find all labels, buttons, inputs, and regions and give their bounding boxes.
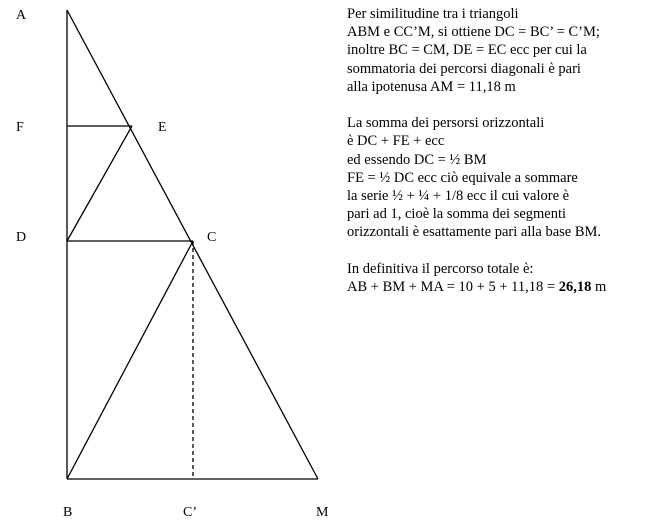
text-line: orizzontali è esattamente pari alla base BM. xyxy=(347,224,602,241)
text-line: Per similitudine tra i triangoli xyxy=(347,6,519,22)
text-line: ABM e CC’M, si ottiene DC = BC’ = C’M; xyxy=(347,24,600,41)
text-line: la serie ½ + ¼ + 1/8 ecc il cui valore è xyxy=(347,188,570,205)
text-line: è DC + FE + ecc xyxy=(347,133,445,150)
horizontal-sum-paragraph xyxy=(347,114,652,241)
label-D: D xyxy=(16,230,27,245)
label-C-prime: C’ xyxy=(183,505,197,520)
label-M: M xyxy=(316,505,329,520)
conclusion-paragraph xyxy=(347,260,652,296)
label-E: E xyxy=(158,120,167,135)
text-line: La somma dei persorsi orizzontali xyxy=(347,115,545,132)
text-line: FE = ½ DC ecc ciò equivale a sommare xyxy=(347,169,578,186)
label-C: C xyxy=(207,230,217,245)
label-F: F xyxy=(16,120,24,135)
text-line: ed essendo DC = ½ BM xyxy=(347,151,487,168)
segment-BC xyxy=(67,241,193,479)
similarity-paragraph xyxy=(347,5,652,96)
label-A: A xyxy=(16,8,27,23)
label-B: B xyxy=(63,505,73,520)
text-line: sommatoria dei percorsi diagonali è pari xyxy=(347,60,581,77)
total-path-line xyxy=(347,278,652,296)
segment-DE xyxy=(67,126,132,241)
explanation-text xyxy=(347,5,652,314)
total-value: 26,18 xyxy=(558,279,592,296)
text-line: alla ipotenusa AM = 11,18 m xyxy=(347,78,516,95)
text-line: pari ad 1, cioè la somma dei segmenti xyxy=(347,206,567,223)
total-unit: m xyxy=(591,279,607,296)
text-line: inoltre BC = CM, DE = EC ecc per cui la xyxy=(347,42,587,59)
text-line: In definitiva il percorso totale è: xyxy=(347,260,534,277)
total-formula: AB + BM + MA = 10 + 5 + 11,18 = xyxy=(347,279,559,296)
